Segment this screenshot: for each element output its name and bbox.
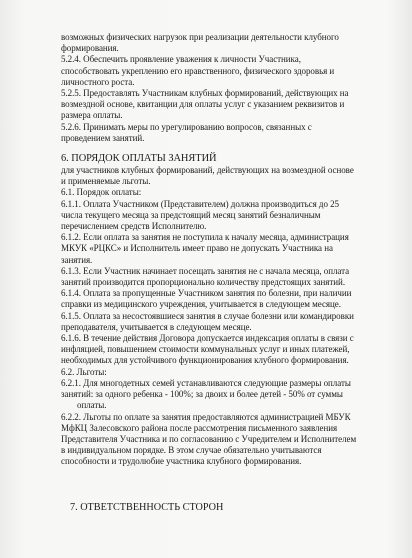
text-line: проведением занятий.: [61, 132, 145, 143]
text-line: для участников клубных формирований, действующих на возмездной основе: [61, 165, 354, 176]
text-line: Представителя Участника и по согласованию с Учредителем и Исполнителем: [61, 433, 357, 444]
text-line: 5.2.6. Принимать меры по урегулированию вопросов, связанных с: [61, 121, 312, 132]
text-line: инфляцией, повышением стоимости коммунальных услуг и иных платежей,: [61, 344, 350, 355]
text-line: 6.1. Порядок оплаты:: [61, 187, 142, 198]
text-line: 6.2. Льготы:: [61, 366, 107, 377]
text-line: необходимых для устойчивого функционирования клубного формирования.: [61, 355, 349, 366]
document-body: [61, 32, 397, 468]
text-line: 6.2.2. Льготы по оплате за занятия предоставляются администрацией МБУК: [61, 411, 351, 422]
text-line: числа текущего месяца за предстоящий месяц занятий безналичным: [61, 209, 321, 220]
text-line: 6.1.5. Оплата за несостоявшиеся занятия в случае болезни или командировки: [61, 310, 354, 321]
section-6-heading: 6. ПОРЯДОК ОПЛАТЫ ЗАНЯТИЙ: [61, 153, 217, 165]
text-line: справки из медицинского учреждения, учитывается в следующем месяце.: [61, 299, 341, 310]
text-line: 6.1.2. Если оплата за занятия не поступила к началу месяца, администрация: [61, 232, 349, 243]
text-line: 6.1.1. Оплата Участником (Представителем) должна производиться до 25: [61, 198, 340, 209]
text-line: и применяемые льготы.: [61, 176, 151, 187]
text-line: способствовать укреплению его нравственного, физического здоровья и: [61, 65, 335, 76]
text-line: в индивидуальном порядке. В этом случае обязательно учитываются: [61, 445, 322, 456]
text-line: возмездной основе, квитанции для оплаты услуг с указанием реквизитов и: [61, 99, 345, 110]
text-line: 6.1.4. Оплата за пропущенные Участником занятия по болезни, при наличии: [61, 288, 352, 299]
text-line: способности и трудолюбие участника клубного формирования.: [61, 456, 302, 467]
text-line: 6.2.1. Для многодетных семей устанавливаются следующие размеры оплаты: [61, 377, 351, 388]
text-line: возможных физических нагрузок при реализации деятельности клубного: [61, 32, 339, 42]
text-line: МфКЦ Залесовского района после рассмотрения письменного заявления: [61, 422, 338, 433]
text-line: 6.1.6. В течение действия Договора допускается индексация оплаты в связи с: [61, 333, 354, 344]
text-line: личностного роста.: [61, 76, 135, 87]
text-line: преподавателя, учитывается в следующем месяце.: [61, 321, 252, 332]
text-line: занятий: за одного ребенка - 100%; за двоих и более детей - 50% от суммы: [61, 389, 343, 400]
text-line: 6.1.3. Если Участник начинает посещать занятия не с начала месяца, оплата: [61, 265, 350, 276]
text-line: размера оплаты.: [61, 110, 123, 121]
section-7-heading: 7. ОТВЕТСТВЕННОСТЬ СТОРОН: [70, 502, 224, 513]
text-line: 5.2.4. Обеспечить проявление уважения к личности Участника,: [61, 54, 301, 65]
text-line: занятия.: [61, 254, 93, 265]
text-line: оплаты.: [77, 400, 107, 411]
text-line: формирования.: [61, 43, 119, 54]
text-line: занятий производится пропорционально количеству предстоящих занятий.: [61, 277, 346, 288]
text-line: перечислением средств Исполнителю.: [61, 221, 207, 232]
text-line: МКУК «РЦКС» и Исполнитель имеет право не допускать Участника на: [61, 243, 333, 254]
text-line: 5.2.5. Предоставлять Участникам клубных формирований, действующих на: [61, 88, 349, 99]
